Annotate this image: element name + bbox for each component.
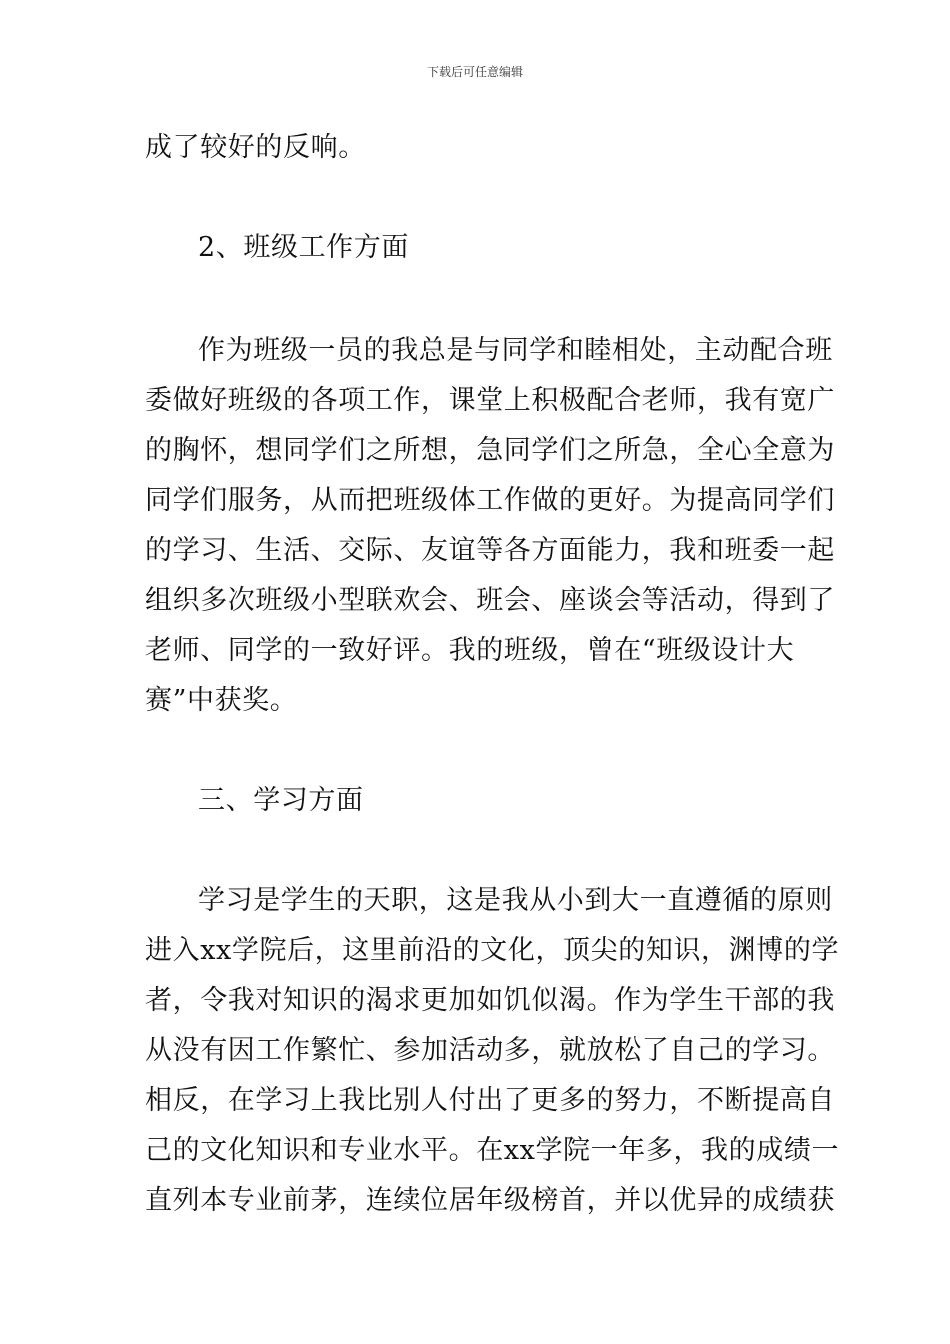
paragraph-line: 的胸怀，想同学们之所想，急同学们之所急，全心全意为: [145, 435, 835, 466]
paragraph-line: 成了较好的反响。: [145, 132, 366, 163]
paragraph-line: 组织多次班级小型联欢会、班会、座谈会等活动，得到了: [145, 585, 835, 616]
paragraph-line: 直列本专业前茅，连续位居年级榜首，并以优异的成绩获: [145, 1185, 835, 1216]
paragraph-line: 从没有因工作繁忙、参加活动多，就放松了自己的学习。: [145, 1035, 835, 1066]
paragraph-line: 的学习、生活、交际、友谊等各方面能力，我和班委一起: [145, 535, 835, 566]
paragraph-line: 作为班级一员的我总是与同学和睦相处，主动配合班: [198, 335, 833, 366]
paragraph-line: 同学们服务，从而把班级体工作做的更好。为提高同学们: [145, 485, 835, 516]
paragraph-line: 者，令我对知识的渴求更加如饥似渴。作为学生干部的我: [145, 985, 835, 1016]
paragraph-line: 己的文化知识和专业水平。在xx学院一年多，我的成绩一: [145, 1135, 840, 1166]
paragraph-line: 老师、同学的一致好评。我的班级，曾在“班级设计大: [145, 635, 795, 666]
section-heading: 三、学习方面: [198, 785, 364, 816]
paragraph-line: 相反，在学习上我比别人付出了更多的努力，不断提高自: [145, 1085, 835, 1116]
section-heading: 2、班级工作方面: [198, 232, 409, 263]
paragraph-line: 学习是学生的天职，这是我从小到大一直遵循的原则: [198, 885, 833, 916]
paragraph-line: 进入xx学院后，这里前沿的文化，顶尖的知识，渊博的学: [145, 935, 840, 966]
paragraph-line: 赛”中获奖。: [145, 685, 298, 716]
header-note: 下载后可任意编辑: [426, 65, 523, 79]
paragraph-line: 委做好班级的各项工作，课堂上积极配合老师，我有宽广: [145, 385, 835, 416]
